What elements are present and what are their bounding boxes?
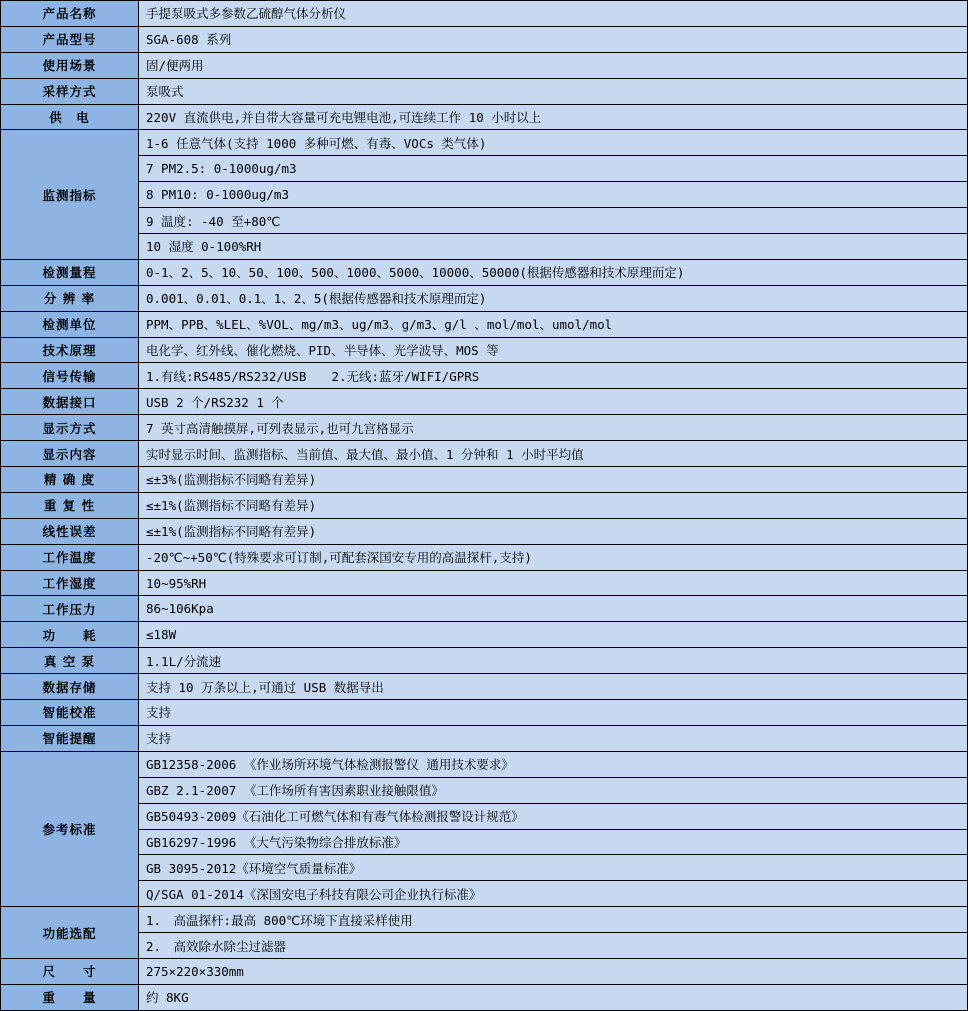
row-value: 9 温度: -40 至+80℃ (139, 208, 968, 234)
row-value: 2. 高效除水除尘过滤器 (139, 933, 968, 959)
row-label: 工作温度 (1, 544, 139, 570)
table-row (1, 544, 968, 570)
row-label: 供 电 (1, 104, 139, 130)
row-value: PPM、PPB、%LEL、%VOL、mg/m3、ug/m3、g/m3、g/l 、mol/mol、umol/mol (139, 311, 968, 337)
row-value: GBZ 2.1-2007 《工作场所有害因素职业接触限值》 (139, 777, 968, 803)
row-label: 采样方式 (1, 78, 139, 104)
table-row (1, 415, 968, 441)
table-row (1, 285, 968, 311)
row-value: GB50493-2009《石油化工可燃气体和有毒气体检测报警设计规范》 (139, 803, 968, 829)
row-value: 7 英寸高清触摸屏,可列表显示,也可九宫格显示 (139, 415, 968, 441)
table-row (1, 1, 968, 27)
row-value: ≤±3%(监测指标不同略有差异) (139, 467, 968, 493)
row-label: 检测单位 (1, 311, 139, 337)
table-row (1, 441, 968, 467)
row-label: 分 辨 率 (1, 285, 139, 311)
row-label: 智能校准 (1, 700, 139, 726)
row-value: 1. 高温探杆:最高 800℃环境下直接采样使用 (139, 907, 968, 933)
row-value: 泵吸式 (139, 78, 968, 104)
table-row (1, 725, 968, 751)
table-row (1, 208, 968, 234)
row-value: 支持 10 万条以上,可通过 USB 数据导出 (139, 674, 968, 700)
table-row (1, 311, 968, 337)
table-row (1, 389, 968, 415)
row-label: 使用场景 (1, 52, 139, 78)
row-label: 产品名称 (1, 1, 139, 27)
table-row (1, 648, 968, 674)
table-row (1, 363, 968, 389)
table-row (1, 467, 968, 493)
table-row (1, 984, 968, 1010)
row-label: 线性误差 (1, 518, 139, 544)
row-label: 数据存储 (1, 674, 139, 700)
row-value: 7 PM2.5: 0-1000ug/m3 (139, 156, 968, 182)
table-row (1, 518, 968, 544)
row-value: 电化学、红外线、催化燃烧、PID、半导体、光学波导、MOS 等 (139, 337, 968, 363)
row-value: 220V 直流供电,并自带大容量可充电锂电池,可连续工作 10 小时以上 (139, 104, 968, 130)
row-value: GB 3095-2012《环境空气质量标准》 (139, 855, 968, 881)
row-value: -20℃~+50℃(特殊要求可订制,可配套深国安专用的高温探杆,支持) (139, 544, 968, 570)
row-label: 显示方式 (1, 415, 139, 441)
row-value: GB16297-1996 《大气污染物综合排放标准》 (139, 829, 968, 855)
row-label: 参考标准 (1, 751, 139, 906)
table-row (1, 855, 968, 881)
table-row (1, 182, 968, 208)
row-value: 1-6 任意气体(支持 1000 多种可燃、有毒、VOCs 类气体) (139, 130, 968, 156)
row-value: 86~106Kpa (139, 596, 968, 622)
row-value: 8 PM10: 0-1000ug/m3 (139, 182, 968, 208)
row-value: 10~95%RH (139, 570, 968, 596)
row-value: 固/便两用 (139, 52, 968, 78)
table-row (1, 751, 968, 777)
table-row (1, 829, 968, 855)
row-value: 支持 (139, 700, 968, 726)
table-row (1, 803, 968, 829)
row-value: 10 湿度 0-100%RH (139, 234, 968, 260)
table-row (1, 674, 968, 700)
row-value: ≤±1%(监测指标不同略有差异) (139, 492, 968, 518)
row-value: ≤18W (139, 622, 968, 648)
table-row (1, 958, 968, 984)
table-row (1, 78, 968, 104)
row-label: 监测指标 (1, 130, 139, 259)
table-row (1, 259, 968, 285)
row-value: GB12358-2006 《作业场所环境气体检测报警仪 通用技术要求》 (139, 751, 968, 777)
table-row (1, 156, 968, 182)
row-value: ≤±1%(监测指标不同略有差异) (139, 518, 968, 544)
table-row (1, 337, 968, 363)
table-row (1, 933, 968, 959)
table-row (1, 700, 968, 726)
table-row (1, 234, 968, 260)
row-label: 功能选配 (1, 907, 139, 959)
row-label: 技术原理 (1, 337, 139, 363)
table-row (1, 907, 968, 933)
row-value: SGA-608 系列 (139, 26, 968, 52)
row-label: 真 空 泵 (1, 648, 139, 674)
row-value: USB 2 个/RS232 1 个 (139, 389, 968, 415)
row-value: 手提泵吸式多参数乙硫醇气体分析仪 (139, 1, 968, 27)
row-label: 功 耗 (1, 622, 139, 648)
table-row (1, 622, 968, 648)
row-label: 重 量 (1, 984, 139, 1010)
row-value: Q/SGA 01-2014《深国安电子科技有限公司企业执行标准》 (139, 881, 968, 907)
row-value: 1.1L/分流速 (139, 648, 968, 674)
row-value: 约 8KG (139, 984, 968, 1010)
row-value: 275×220×330mm (139, 958, 968, 984)
row-label: 尺 寸 (1, 958, 139, 984)
row-label: 产品型号 (1, 26, 139, 52)
row-label: 工作压力 (1, 596, 139, 622)
table-row (1, 26, 968, 52)
row-value: 0-1、2、5、10、50、100、500、1000、5000、10000、50000(根据传感器和技术原理而定) (139, 259, 968, 285)
row-value: 实时显示时间、监测指标、当前值、最大值、最小值、1 分钟和 1 小时平均值 (139, 441, 968, 467)
table-row (1, 596, 968, 622)
row-label: 精 确 度 (1, 467, 139, 493)
row-value: 支持 (139, 725, 968, 751)
row-value: 0.001、0.01、0.1、1、2、5(根据传感器和技术原理而定) (139, 285, 968, 311)
table-row (1, 52, 968, 78)
table-row (1, 130, 968, 156)
row-value: 1.有线:RS485/RS232/USB 2.无线:蓝牙/WIFI/GPRS (139, 363, 968, 389)
row-label: 信号传输 (1, 363, 139, 389)
row-label: 工作湿度 (1, 570, 139, 596)
table-row (1, 492, 968, 518)
table-row (1, 570, 968, 596)
table-row (1, 881, 968, 907)
row-label: 数据接口 (1, 389, 139, 415)
table-row (1, 777, 968, 803)
row-label: 智能提醒 (1, 725, 139, 751)
row-label: 重 复 性 (1, 492, 139, 518)
row-label: 显示内容 (1, 441, 139, 467)
row-label: 检测量程 (1, 259, 139, 285)
table-row (1, 104, 968, 130)
